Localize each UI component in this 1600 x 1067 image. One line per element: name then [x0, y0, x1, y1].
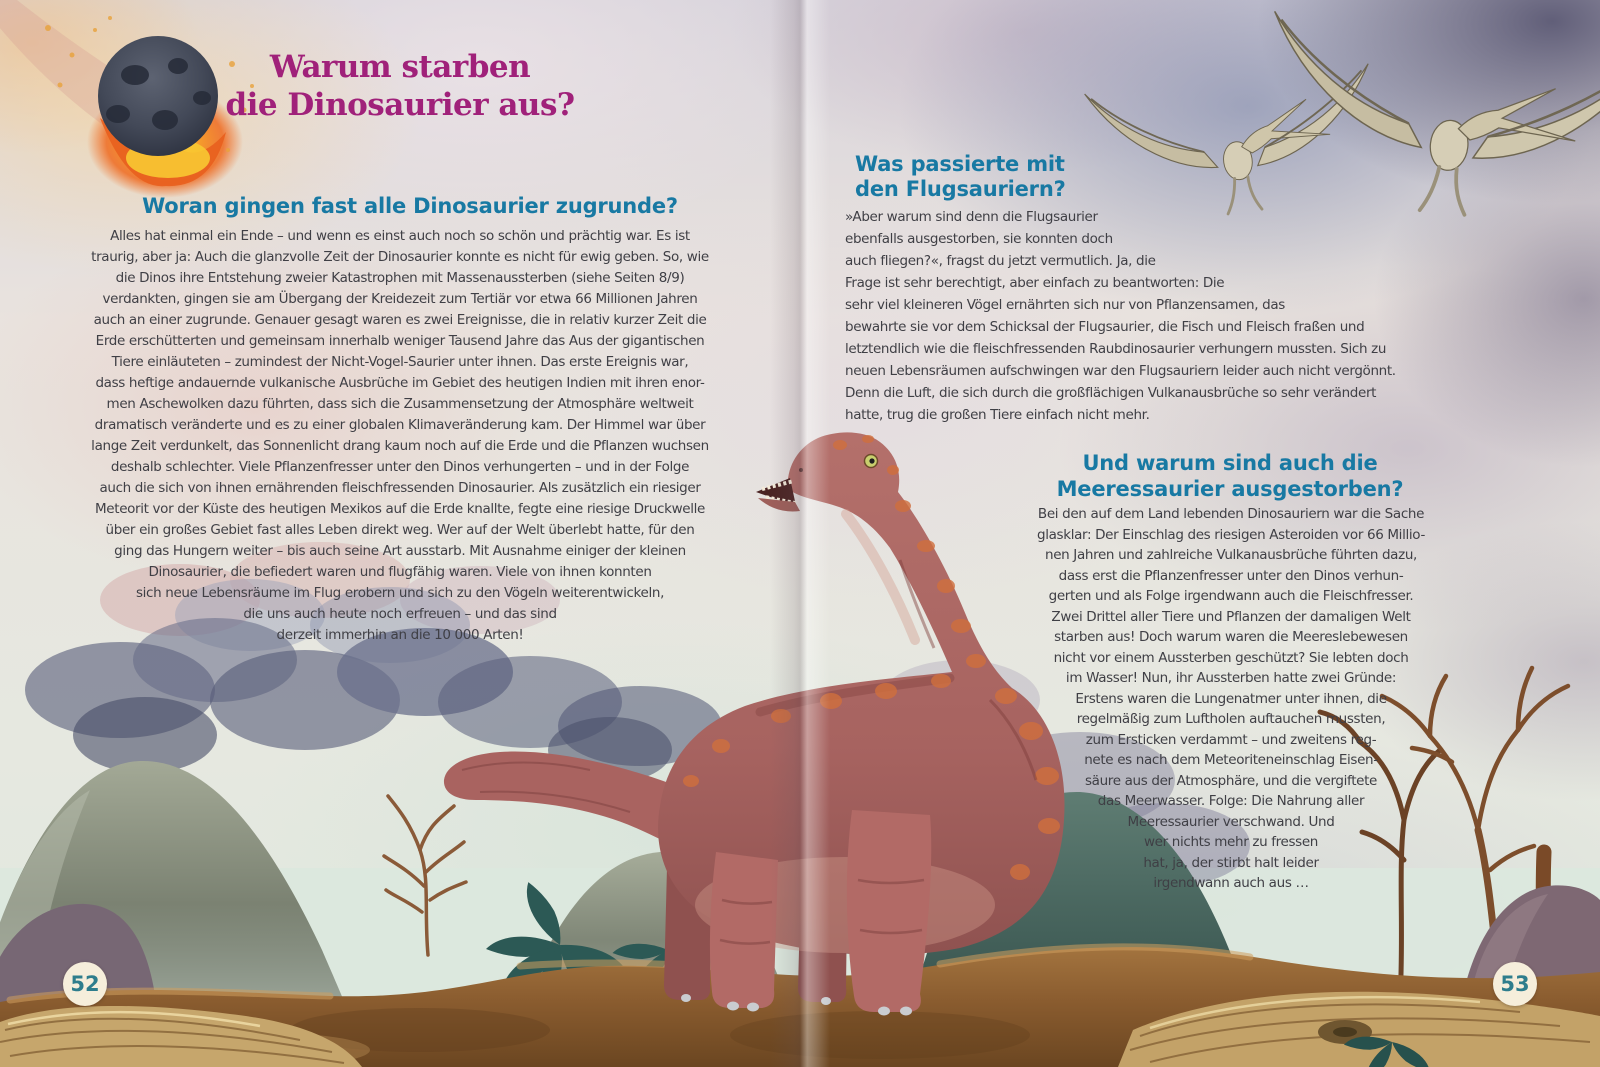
left-body-text: Alles hat einmal ein Ende – und wenn es einst auch noch so schön und prächtig war. Es ist traurig, aber ja: Auch die glanzvolle Zeit der Dinosaurier konnte es nicht für ewig geben. So, wie die Dinos ihre Entstehung zweier Katastrophen mit Massenaussterben (siehe Seiten 8/9) verdankten, gingen sie am Übergang der Kreidezeit zum Tertiär vor etwa 66 Millionen Jahren auch an einer zugrunde. Genauer gesagt waren es zwei Ereignisse, die in relativ kurzer Zeit die Erde erschütterten und gemeinsam innerhalb weniger Tausend Jahre das Aus der gigantischen Tiere einläuteten – zumindest der Nicht-Vogel-Saurier unter ihnen. Das erste Ereignis war, dass heftige andauernde vulkanische Ausbrüche im Gebiet des heutigen Indien mit ihren enor- men Aschewolken dazu führten, dass sich die Zusammensetzung der Atmosphäre weltweit dramatisch veränderte und es zu einer globalen Klimaveränderung kam. Der Himmel war über lange Zeit verdunkelt, das Sonnenlicht drang kaum noch auf die Erde und die Pflanzen wuchsen deshalb schlechter. Viele Pflanzenfresser unter den Dinos verhungerten – und in der Folge auch die sich von ihnen ernährenden fleischfressenden Dinosaurier. Als zusätzlich ein riesiger Meteorit vor der Küste des heutigen Mexikos auf die Erde knallte, fegte eine riesige Druckwelle über ein großes Gebiet fast alles Leben direkt weg. Wer auf der Welt überlebt hatte, für den ging das Hungern weiter – bis auch seine Art ausstarb. Mit Ausnahme einiger der kleinen Dinosaurier, die befiedert waren und flugfähig waren. Viele von ihnen konnten sich neue Lebensräume im Flug erobern und sich zu den Vögeln weiterentwickeln, die uns auch heute noch erfreuen – und das sind derzeit immerhin an die 10 000 Arten! — [91, 228, 709, 643]
page-number-right: 53 — [1493, 962, 1537, 1006]
right-section1-body-text: »Aber warum sind denn die Flugsaurier ebenfalls ausgestorben, sie konnten doch auch fliegen?«, fragst du jetzt vermutlich. Ja, die Frage ist sehr berechtigt, aber einfach zu beantworten: Die sehr viel kleineren Vögel ernährten sich nur von Pflanzensamen, das bewahrte sie vor dem Schicksal der Flugsaurier, die Fisch und Fleisch fraßen und letztendlich wie die fleischfressenden Raubdinosaurier verhungern mussten. Sich zu neuen Lebensräumen aufschwingen war den Flugsauriern leider auch nicht vergönnt. Denn die Luft, die sich durch die großflächigen Vulkanausbrüche so sehr verändert hatte, trug die großen Tiere einfach nicht mehr. — [845, 209, 1396, 423]
page-title: Warum starben die Dinosaurier aus? — [225, 49, 575, 123]
right-section1-heading: Was passierte mit den Flugsauriern? — [855, 152, 1066, 201]
right-section2-body-text: Bei den auf dem Land lebenden Dinosauriern war die Sache glasklar: Der Einschlag des riesigen Asteroiden vor 66 Millio- nen Jahren und zahlreiche Vulkanausbrüche führten dazu, dass erst die Pflanzenfresser unter den Dinos verhun- gerten und als Folge irgendwann auch die Fleischfresser. Zwei Drittel aller Tiere und Pflanzen der damaligen Welt starben aus! Doch warum waren die Meereslebewesen nicht vor einem Aussterben geschützt? Sie lebten doch im Wasser! Nun, ihr Aussterben hatte zwei Gründe: Erstens waren die Lungenatmer unter ihnen, die regelmäßig zum Luftholen auftauchen mussten, zum Ersticken verdammt – und zweitens reg- nete es nach dem Meteoriteneinschlag Eisen- säure aus der Atmosphäre, und die vergiftete das Meerwasser. Folge: Die Nahrung aller Meeressaurier verschwand. Und wer nichts mehr zu fressen hat, ja, der stirbt halt leider irgendwann auch aus … — [1037, 506, 1425, 891]
page-number-left: 52 — [63, 962, 107, 1006]
right-section2-heading: Und warum sind auch die Meeressaurier ausgestorben? — [1056, 451, 1404, 501]
left-section-heading: Woran gingen fast alle Dinosaurier zugrunde? — [142, 194, 678, 218]
